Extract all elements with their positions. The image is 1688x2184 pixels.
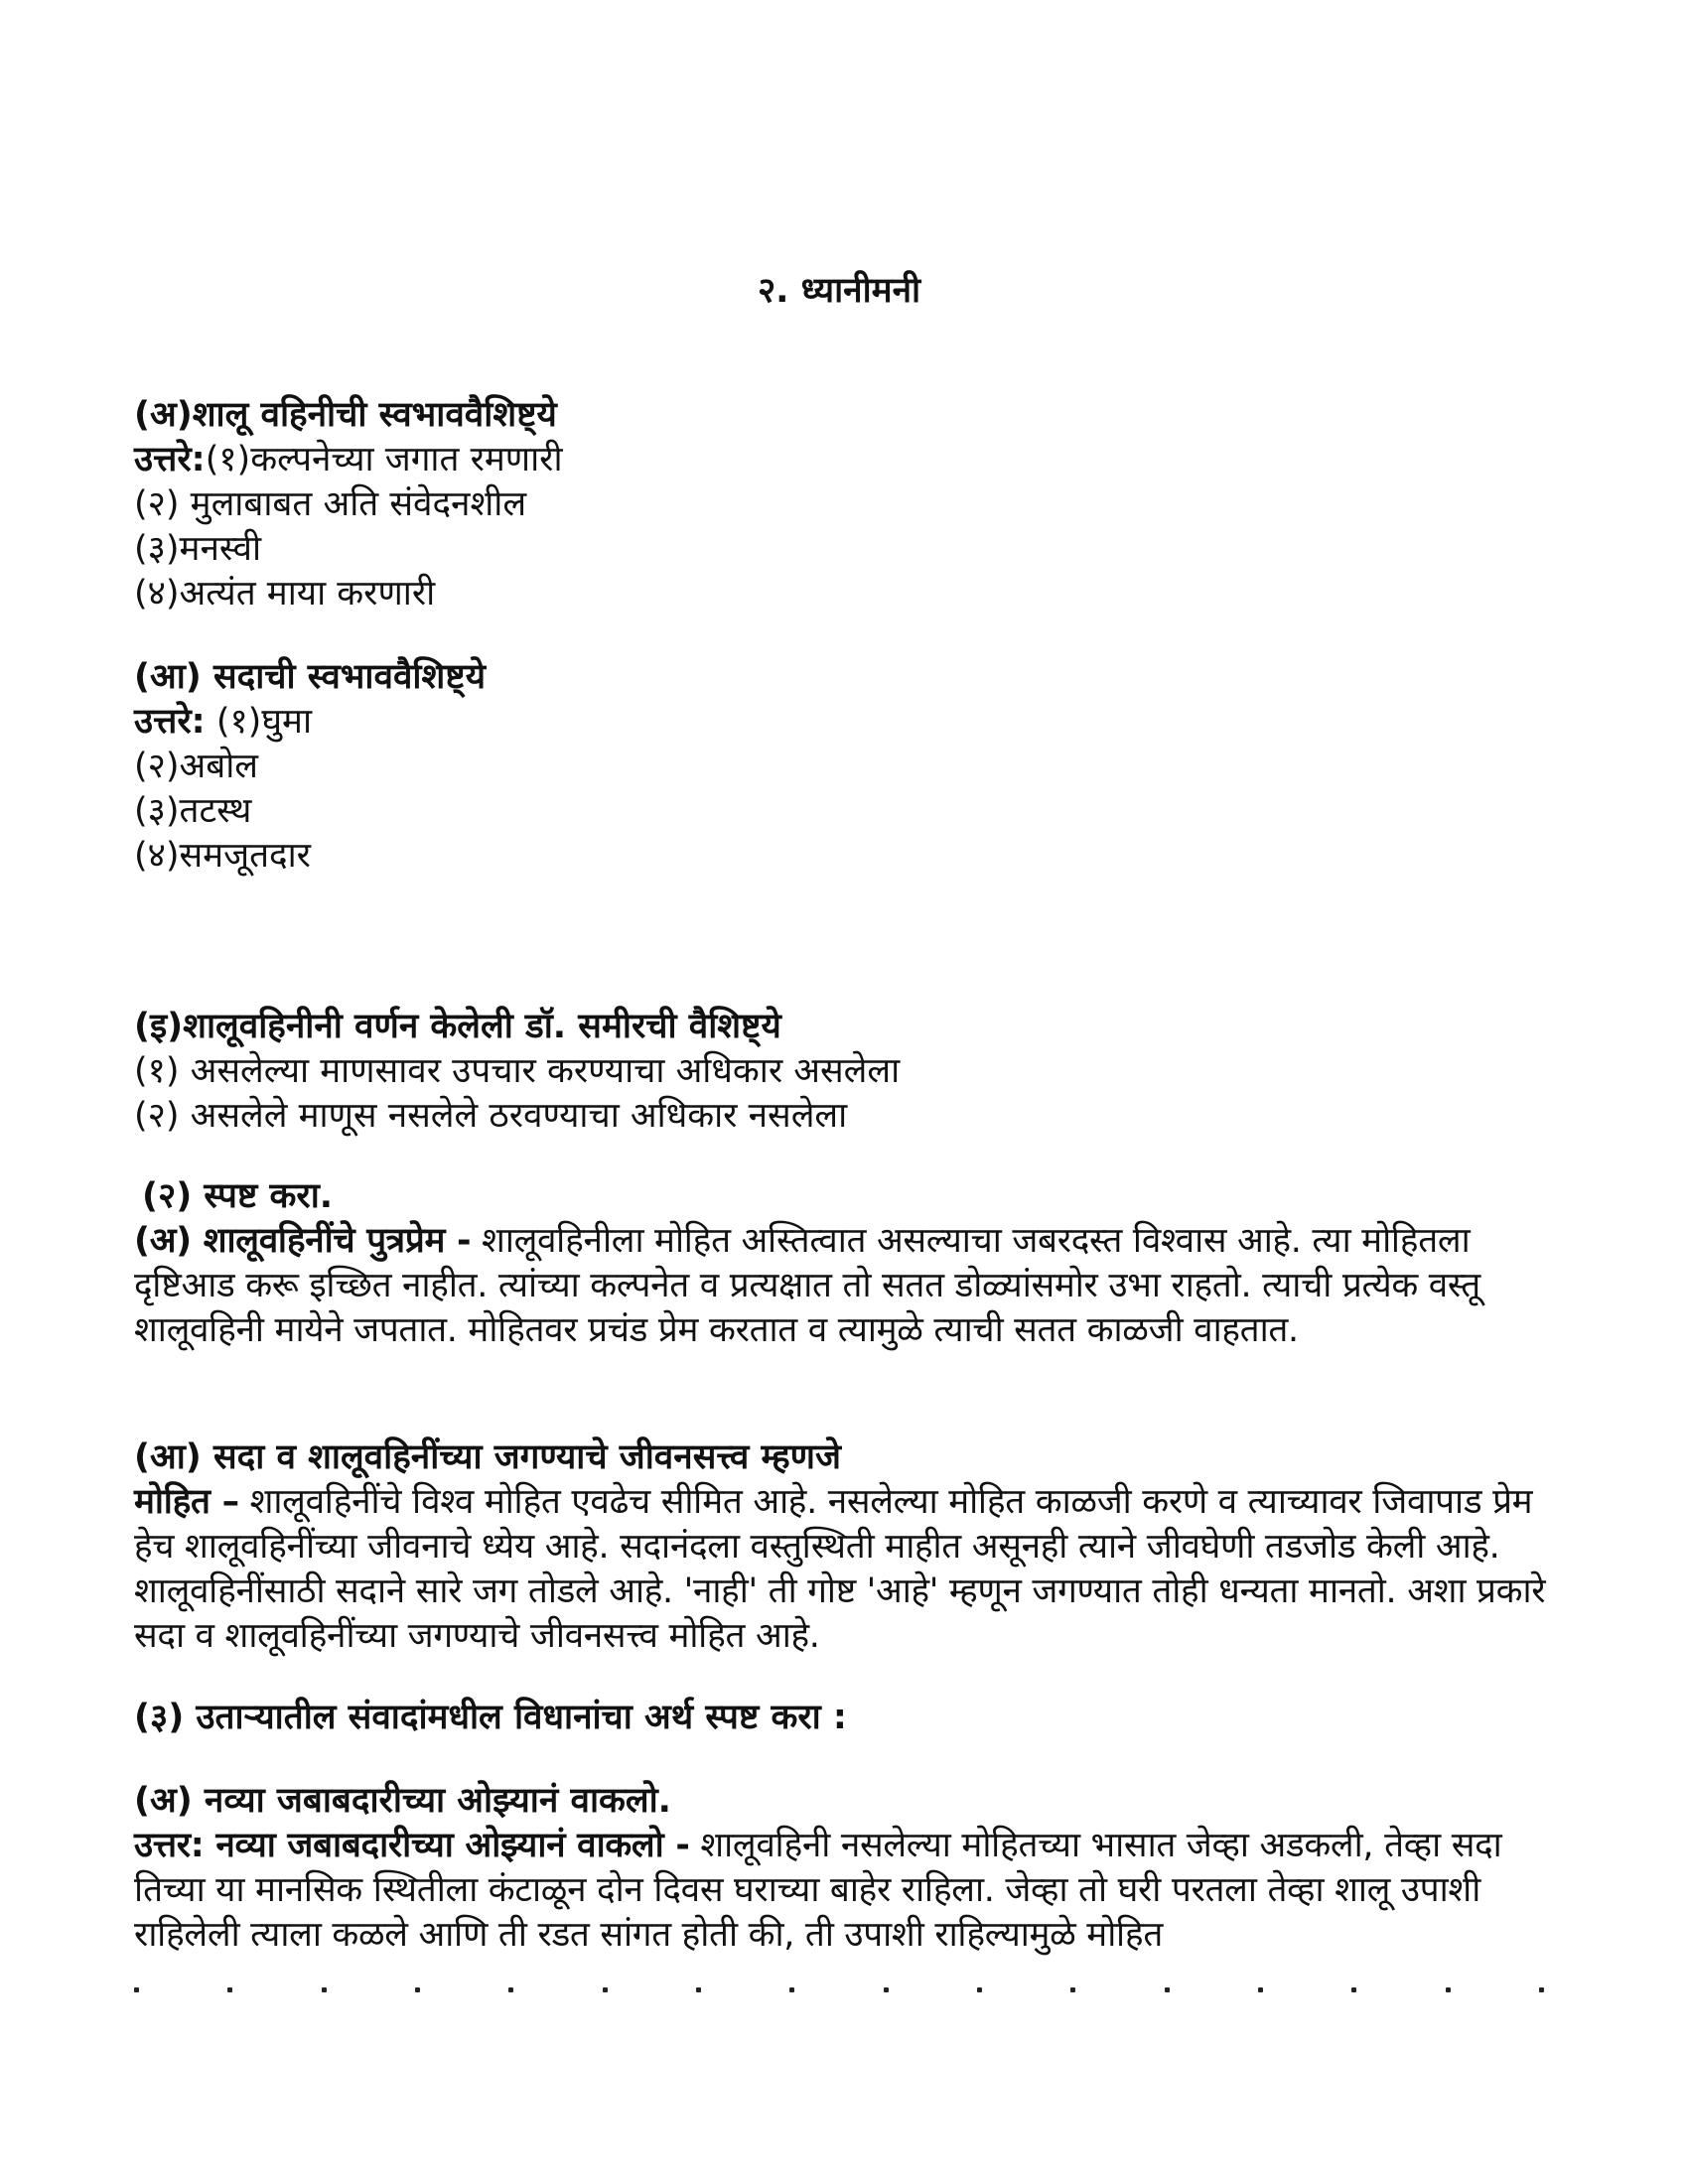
text-fragment — [1351, 1987, 1356, 1992]
list-item — [134, 438, 1564, 482]
paragraph-text: शालूवहिनींचे विश्व मोहित एवढेच सीमित आहे. नसलेल्या मोहित काळजी करणे व त्याच्यावर जिवापाड प्रेम हेच शालूवहिनींच्या जीवनाचे ध्येय आहे. सदानंदला वस्तुस्थिती माहीत असूनही त्याने जीवघेणी तडजोड केली आहे. शालूवहिनींसाठी सदाने सारे जग तोडले आहे. 'नाही' ती गोष्ट 'आहे' म्हणून जगण्यात तोही धन्यता मानतो. अशा प्रकारे सदा व शालूवहिनींच्या जगण्याचे जीवनसत्त्व मोहित आहे. — [134, 1482, 1546, 1656]
section-sada-traits — [134, 655, 1564, 879]
cut-off-text-line — [134, 1987, 1544, 1993]
list-item: (१) असलेल्या माणसावर उपचार करण्याचा अधिकार असलेला — [134, 1051, 901, 1091]
paragraph — [134, 1824, 1564, 1958]
section-explain-sub — [134, 1435, 1564, 1659]
list-item-text: (१)कल्पनेच्या जगात रमणारी — [205, 440, 563, 479]
list-item — [134, 700, 1564, 745]
text-fragment — [227, 1987, 232, 1992]
section-meaning-sub — [134, 1779, 1564, 1958]
list-item: (२) मुलाबाबत अति संवेदनशील — [134, 484, 527, 524]
list-item: (४)समजूतदार — [134, 836, 311, 876]
list-item: (२)अबोल — [134, 747, 259, 786]
paragraph — [134, 1480, 1564, 1659]
paragraph-lead: मोहित – — [134, 1482, 239, 1522]
section-heading: (इ)शालूवहिनीनी वर्णन केलेली डॉ. समीरची वैशिष्ट्ये — [134, 1007, 781, 1046]
section-heading: (२) स्पष्ट करा. — [142, 1176, 334, 1216]
text-fragment — [696, 1987, 701, 1992]
paragraph — [134, 1219, 1564, 1353]
list-item: (२) असलेले माणूस नसलेले ठरवण्याचा अधिकार नसलेला — [134, 1096, 848, 1136]
list-item: (३)मनस्वी — [134, 529, 262, 569]
text-fragment — [789, 1987, 794, 1992]
list-item: (४)अत्यंत माया करणारी — [134, 574, 436, 614]
text-fragment — [603, 1987, 608, 1992]
paragraph-lead: (अ) शालूवहिनींचे पुत्रप्रेम - — [134, 1221, 472, 1261]
text-fragment — [415, 1987, 420, 1992]
section-heading: (३) उताऱ्यातील संवादांमधील विधानांचा अर्थ स्पष्ट करा : — [134, 1698, 847, 1737]
answer-label: उत्तरे: — [134, 440, 206, 479]
text-fragment — [1258, 1987, 1263, 1992]
subsection-heading: (आ) सदा व शालूवहिनींच्या जगण्याचे जीवनसत्त्व म्हणजे — [134, 1437, 841, 1477]
text-fragment — [134, 1987, 139, 1992]
paragraph-text: शालूवहिनी नसलेल्या मोहितच्या भासात जेव्हा अडकली, तेव्हा सदा तिच्या या मानसिक स्थितीला कंटाळून दोन दिवस घराच्या बाहेर राहिला. जेव्हा तो घरी परतला तेव्हा शालू उपाशी राहिलेली त्याला कळले आणि ती रडत सांगत होती की, ती उपाशी राहिल्यामुळे मोहित — [134, 1826, 1502, 1955]
text-fragment — [322, 1987, 327, 1992]
list-item-text: (१)घुमा — [205, 702, 313, 742]
text-fragment — [1539, 1987, 1544, 1992]
page-title: २. ध्यानीमनी — [757, 271, 921, 311]
text-fragment — [1446, 1987, 1451, 1992]
section-shalu-traits — [134, 393, 1564, 616]
section-meaning — [134, 1696, 1564, 1740]
section-heading: (आ) सदाची स्वभाववैशिष्ट्ये — [134, 657, 487, 697]
section-dr-sameer-traits — [134, 1005, 1564, 1139]
text-fragment — [977, 1987, 982, 1992]
subsection-heading: (अ) नव्या जबाबदारीच्या ओझ्यानं वाकलो. — [134, 1781, 671, 1821]
text-fragment — [508, 1987, 513, 1992]
paragraph-lead: उत्तर: नव्या जबाबदारीच्या ओझ्यानं वाकलो - — [134, 1826, 690, 1865]
paragraph-text: शालूवहिनीला मोहित अस्तित्वात असल्याचा जबरदस्त विश्वास आहे. त्या मोहितला दृष्टिआड करू इच्छित नाहीत. त्यांच्या कल्पनेत व प्रत्यक्षात तो सतत डोळ्यांसमोर उभा राहतो. त्याची प्रत्येक वस्तू शालूवहिनी मायेने जपतात. मोहितवर प्रचंड प्रेम करतात व त्यामुळे त्याची सतत काळजी वाहतात. — [134, 1221, 1480, 1350]
text-fragment — [1165, 1987, 1170, 1992]
text-fragment — [884, 1987, 889, 1992]
list-item: (३)तटस्थ — [134, 791, 252, 831]
answer-label: उत्तरे: — [134, 702, 206, 742]
section-heading: (अ)शालू वहिनीची स्वभाववैशिष्ट्ये — [134, 395, 557, 435]
text-fragment — [1070, 1987, 1075, 1992]
section-explain — [134, 1174, 1564, 1353]
